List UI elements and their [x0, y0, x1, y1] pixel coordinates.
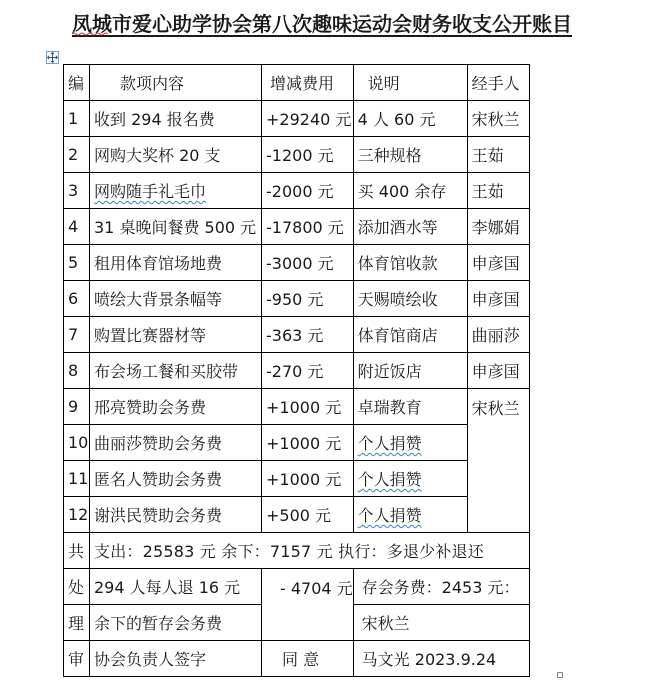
row-note: 卓瑞教育 — [353, 389, 467, 425]
row-no: 5 — [64, 245, 90, 281]
row-amount: -17800 元 — [262, 209, 354, 245]
approval-row — [64, 641, 530, 677]
process-label-1: 处 — [64, 569, 90, 605]
approval-label: 审 — [64, 641, 90, 677]
table-row — [64, 101, 530, 137]
row-amount: -1200 元 — [262, 137, 354, 173]
row-no: 7 — [64, 317, 90, 353]
process-row — [64, 569, 530, 605]
row-item-text: 网购随手礼毛巾 — [94, 182, 207, 201]
row-note — [353, 425, 467, 461]
row-item: 谢洪民赞助会务费 — [90, 497, 262, 533]
table-row — [64, 353, 530, 389]
row-item: 喷绘大背景条幅等 — [90, 281, 262, 317]
table-row — [64, 389, 530, 425]
row-item: 布会场工餐和买胶带 — [90, 353, 262, 389]
approval-desc: 协会负责人签字 — [90, 641, 262, 677]
row-amount: -3000 元 — [262, 245, 354, 281]
row-item: 租用体育馆场地费 — [90, 245, 262, 281]
table-resize-handle[interactable] — [557, 672, 563, 678]
row-handler: 王茹 — [467, 173, 529, 209]
process-note-2: 宋秋兰 — [353, 605, 529, 641]
row-note: 天赐喷绘收 — [353, 281, 467, 317]
row-handler: 王茹 — [467, 137, 529, 173]
row-no: 6 — [64, 281, 90, 317]
row-item: 匿名人赞助会务费 — [90, 461, 262, 497]
row-note-text: 个人捐赞 — [357, 506, 422, 525]
process-note-1: 存会务费：2453 元： — [353, 569, 529, 605]
process-desc-2: 余下的暂存会务费 — [90, 605, 262, 641]
row-handler: 宋秋兰 — [467, 389, 529, 533]
document-title: 凤城市爱心助学协会第八次趣味运动会财务收支公开账目 — [72, 12, 572, 36]
row-note: 附近饭店 — [353, 353, 467, 389]
row-handler: 曲丽莎 — [467, 317, 529, 353]
row-item: 购置比赛器材等 — [90, 317, 262, 353]
row-item: 收到 294 报名费 — [90, 101, 262, 137]
row-amount: +500 元 — [262, 497, 354, 533]
row-item: 曲丽莎赞助会务费 — [90, 425, 262, 461]
approval-signer: 马文光 2023.9.24 — [353, 641, 529, 677]
row-no: 8 — [64, 353, 90, 389]
row-handler: 申彦国 — [467, 281, 529, 317]
table-row — [64, 173, 530, 209]
row-item — [90, 173, 262, 209]
table-row — [64, 245, 530, 281]
row-amount: +1000 元 — [262, 425, 354, 461]
accounts-table — [63, 64, 530, 677]
approval-agree: 同 意 — [262, 641, 354, 677]
header-amount: 增减费用 — [262, 65, 354, 101]
row-handler: 申彦国 — [467, 245, 529, 281]
row-amount: -2000 元 — [262, 173, 354, 209]
row-note: 三种规格 — [353, 137, 467, 173]
row-no: 9 — [64, 389, 90, 425]
row-amount: -950 元 — [262, 281, 354, 317]
row-amount: +1000 元 — [262, 389, 354, 425]
row-amount: -270 元 — [262, 353, 354, 389]
process-amount: - 4704 元 — [262, 569, 354, 641]
row-note-text: 个人捐赞 — [357, 470, 422, 489]
summary-row — [64, 533, 530, 569]
table-row — [64, 461, 530, 497]
row-handler: 李娜娟 — [467, 209, 529, 245]
row-item: 网购大奖杯 20 支 — [90, 137, 262, 173]
row-note: 添加酒水等 — [353, 209, 467, 245]
table-row — [64, 137, 530, 173]
table-row — [64, 425, 530, 461]
row-note: 体育馆收款 — [353, 245, 467, 281]
summary-label: 共 — [64, 533, 90, 569]
table-row — [64, 209, 530, 245]
row-item: 邢亮赞助会务费 — [90, 389, 262, 425]
header-item: 款项内容 — [90, 65, 262, 101]
row-handler: 宋秋兰 — [467, 101, 529, 137]
row-no: 12 — [64, 497, 90, 533]
row-amount: -363 元 — [262, 317, 354, 353]
table-header-row — [64, 65, 530, 101]
table-row — [64, 281, 530, 317]
row-amount: +1000 元 — [262, 461, 354, 497]
row-note: 体育馆商店 — [353, 317, 467, 353]
process-desc-1: 294 人每人退 16 元 — [90, 569, 262, 605]
row-no: 10 — [64, 425, 90, 461]
header-note: 说明 — [353, 65, 467, 101]
row-item: 31 桌晚间餐费 500 元 — [90, 209, 262, 245]
row-no: 1 — [64, 101, 90, 137]
row-note-text: 个人捐赞 — [357, 434, 422, 453]
row-note: 买 400 余存 — [353, 173, 467, 209]
row-no: 3 — [64, 173, 90, 209]
table-move-handle-icon[interactable] — [46, 51, 59, 64]
row-amount: +29240 元 — [262, 101, 354, 137]
process-label-2: 理 — [64, 605, 90, 641]
table-row — [64, 497, 530, 533]
row-no: 2 — [64, 137, 90, 173]
header-handler: 经手人 — [467, 65, 529, 101]
row-note — [353, 461, 467, 497]
spellcheck-underline — [72, 32, 110, 36]
row-note: 4 人 60 元 — [353, 101, 467, 137]
header-no: 编 — [64, 65, 90, 101]
row-no: 4 — [64, 209, 90, 245]
row-no: 11 — [64, 461, 90, 497]
row-note — [353, 497, 467, 533]
table-row — [64, 317, 530, 353]
summary-text: 支出：25583 元 余下：7157 元 执行：多退少补退还 — [90, 533, 530, 569]
row-handler: 申彦国 — [467, 353, 529, 389]
